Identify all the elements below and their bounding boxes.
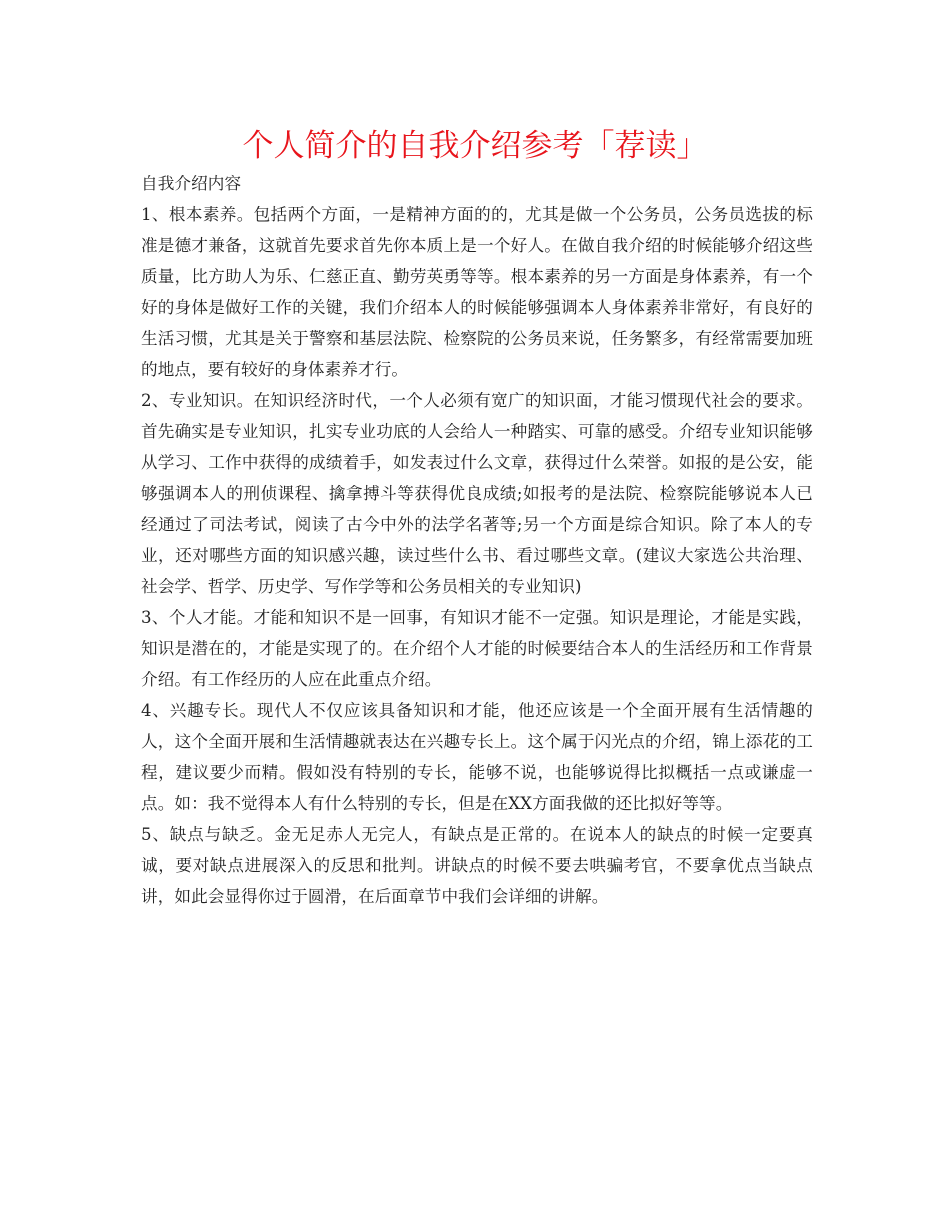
document-body <box>141 168 813 912</box>
section-heading: 自我介绍内容 <box>141 174 242 193</box>
paragraph-shortcomings: 5、缺点与缺乏。金无足赤人无完人，有缺点是正常的。在说本人的缺点的时候一定要真诚，要对缺点进展深入的反思和批判。讲缺点的时候不要去哄骗考官，不要拿优点当缺点讲，如此会显得你过于圆滑，在后面章节中我们会详细的讲解。 <box>141 825 813 906</box>
paragraph-basic-quality: 1、根本素养。包括两个方面，一是精神方面的的，尤其是做一个公务员，公务员选拔的标准是德才兼备，这就首先要求首先你本质上是一个好人。在做自我介绍的时候能够介绍这些质量，比方助人为乐、仁慈正直、勤劳英勇等等。根本素养的另一方面是身体素养，有一个好的身体是做好工作的关键，我们介绍本人的时候能够强调本人身体素养非常好，有良好的生活习惯，尤其是关于警察和基层法院、检察院的公务员来说，任务繁多，有经常需要加班的地点，要有较好的身体素养才行。 <box>141 205 813 379</box>
document-title: 个人简介的自我介绍参考「荐读」 <box>242 128 708 164</box>
paragraph-personal-ability: 3、个人才能。才能和知识不是一回事，有知识才能不一定强。知识是理论，才能是实践，知识是潜在的，才能是实现了的。在介绍个人才能的时候要结合本人的生活经历和工作背景介绍。有工作经历的人应在此重点介绍。 <box>141 608 813 689</box>
paragraph-interests: 4、兴趣专长。现代人不仅应该具备知识和才能，他还应该是一个全面开展有生活情趣的人，这个全面开展和生活情趣就表达在兴趣专长上。这个属于闪光点的介绍，锦上添花的工程，建议要少而精。假如没有特别的专长，能够不说，也能够说得比拟概括一点或谦虚一点。如：我不觉得本人有什么特别的专长，但是在XX方面我做的还比拟好等等。 <box>141 701 813 813</box>
paragraph-professional-knowledge: 2、专业知识。在知识经济时代，一个人必须有宽广的知识面，才能习惯现代社会的要求。首先确实是专业知识，扎实专业功底的人会给人一种踏实、可靠的感受。介绍专业知识能够从学习、工作中获得的成绩着手，如发表过什么文章，获得过什么荣誉。如报的是公安，能够强调本人的刑侦课程、擒拿搏斗等获得优良成绩;如报考的是法院、检察院能够说本人已经通过了司法考试，阅读了古今中外的法学名著等;另一个方面是综合知识。除了本人的专业，还对哪些方面的知识感兴趣，读过些什么书、看过哪些文章。(建议大家选公共治理、社会学、哲学、历史学、写作学等和公务员相关的专业知识) <box>141 391 813 596</box>
